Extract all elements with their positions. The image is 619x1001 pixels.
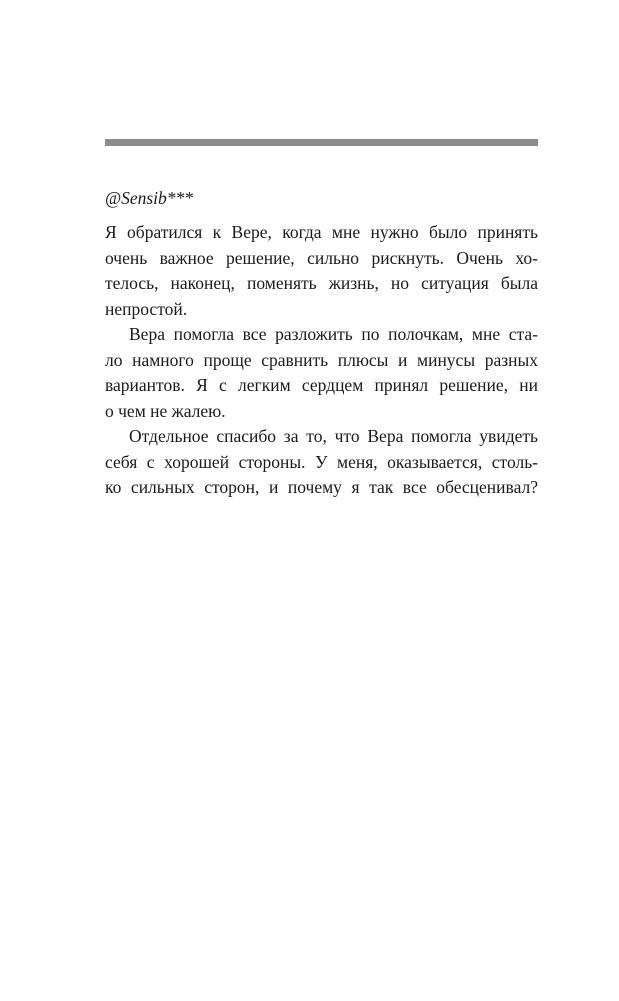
paragraph-2 xyxy=(105,322,538,424)
review-author: @Sensib*** xyxy=(105,188,194,208)
header-rule xyxy=(105,139,538,146)
text-line: Отдельное спасибо за то, что Вера помогла увидеть xyxy=(129,426,538,446)
text-line: очень важное решение, сильно рискнуть. Очень хо- xyxy=(105,247,538,268)
text-line: Вера помогла все разложить по полочкам, мне ста- xyxy=(129,324,538,344)
text-line: ко сильных сторон, и почему я так все обесценивал? xyxy=(105,477,538,497)
paragraph-1 xyxy=(105,220,538,322)
text-line: ло намного проще сравнить плюсы и минусы разных xyxy=(105,349,538,370)
review-text xyxy=(105,220,538,501)
text-line: Я обратился к Вере, когда мне нужно было принять xyxy=(105,222,538,242)
text-line: телось, наконец, поменять жизнь, но ситуация была xyxy=(105,273,538,293)
text-line: о чем не жалею. xyxy=(105,400,226,421)
text-line: вариантов. Я с легким сердцем принял решение, ни xyxy=(105,375,538,395)
paragraph-3 xyxy=(105,424,538,501)
text-line: себя с хорошей стороны. У меня, оказывается, столь- xyxy=(105,451,538,472)
text-line: непростой. xyxy=(105,298,188,319)
